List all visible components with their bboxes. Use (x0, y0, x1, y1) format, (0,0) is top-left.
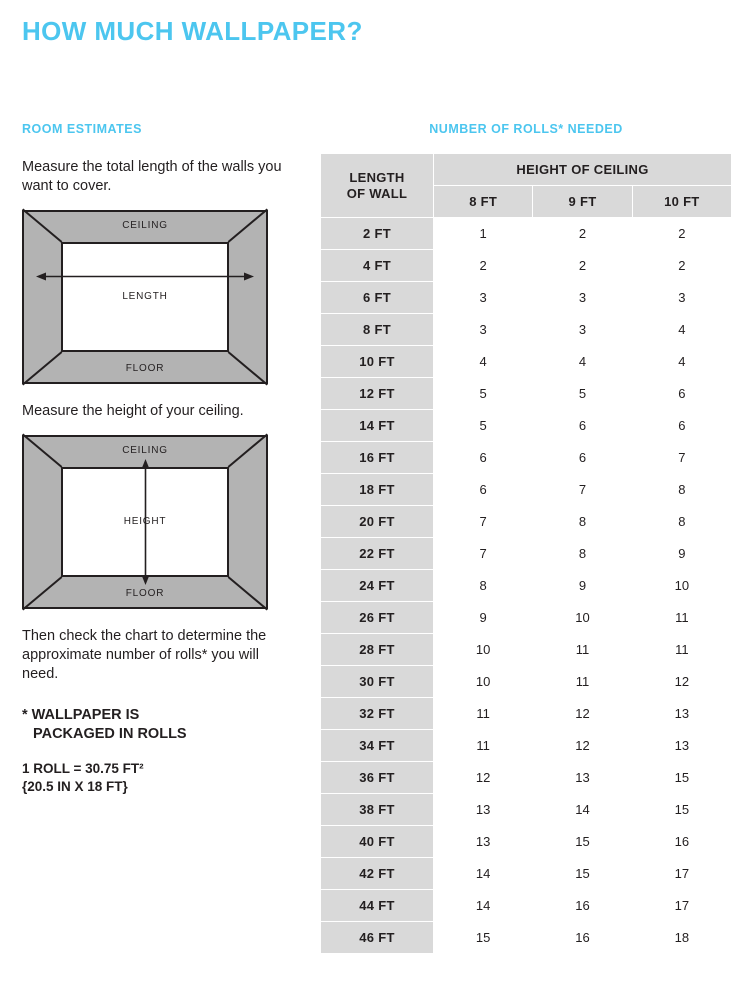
rolls-cell-10ft: 12 (632, 666, 731, 698)
rolls-cell-8ft: 8 (434, 570, 533, 602)
rolls-cell-10ft: 16 (632, 826, 731, 858)
rolls-cell-8ft: 7 (434, 538, 533, 570)
row-header-length: 14 FT (321, 410, 434, 442)
rolls-cell-9ft: 2 (533, 250, 632, 282)
rolls-cell-8ft: 4 (434, 346, 533, 378)
table-row (321, 282, 732, 314)
rolls-cell-9ft: 13 (533, 762, 632, 794)
rolls-cell-9ft: 3 (533, 282, 632, 314)
row-header-length: 2 FT (321, 218, 434, 250)
row-header-length: 22 FT (321, 538, 434, 570)
height-of-ceiling-header: HEIGHT OF CEILING (434, 154, 732, 186)
rolls-cell-10ft: 11 (632, 634, 731, 666)
rolls-cell-10ft: 4 (632, 314, 731, 346)
table-row (321, 410, 732, 442)
rolls-cell-9ft: 15 (533, 858, 632, 890)
rolls-cell-8ft: 9 (434, 602, 533, 634)
row-header-length: 24 FT (321, 570, 434, 602)
rolls-cell-9ft: 5 (533, 378, 632, 410)
table-row (321, 858, 732, 890)
row-header-length: 32 FT (321, 698, 434, 730)
step-1-text: Measure the total length of the walls you want to cover. (22, 159, 282, 194)
rolls-cell-8ft: 15 (434, 922, 533, 954)
rolls-cell-9ft: 16 (533, 922, 632, 954)
roll-dimensions-text: {20.5 IN X 18 FT} (22, 779, 128, 794)
room-estimates-heading: ROOM ESTIMATES (22, 122, 142, 136)
rolls-cell-8ft: 10 (434, 666, 533, 698)
row-header-length: 40 FT (321, 826, 434, 858)
rolls-cell-9ft: 8 (533, 506, 632, 538)
table-row (321, 794, 732, 826)
rolls-cell-10ft: 17 (632, 890, 731, 922)
table-row (321, 922, 732, 954)
row-header-length: 38 FT (321, 794, 434, 826)
floor-label: FLOOR (125, 588, 165, 599)
rolls-cell-10ft: 18 (632, 922, 731, 954)
table-row (321, 346, 732, 378)
table-row (321, 666, 732, 698)
rolls-cell-9ft: 15 (533, 826, 632, 858)
rolls-cell-8ft: 6 (434, 474, 533, 506)
rolls-cell-10ft: 15 (632, 762, 731, 794)
table-row (321, 442, 732, 474)
table-row (321, 506, 732, 538)
rolls-cell-10ft: 15 (632, 794, 731, 826)
rolls-cell-8ft: 13 (434, 826, 533, 858)
column-header-10ft: 10 FT (632, 186, 731, 218)
row-header-length: 36 FT (321, 762, 434, 794)
step-3-text: Then check the chart to determine the approximate number of rolls* you will need. (22, 628, 267, 682)
rolls-cell-10ft: 9 (632, 538, 731, 570)
column-header-9ft: 9 FT (533, 186, 632, 218)
row-header-length: 18 FT (321, 474, 434, 506)
rolls-cell-9ft: 10 (533, 602, 632, 634)
table-header-row-1 (321, 154, 732, 186)
rolls-cell-10ft: 10 (632, 570, 731, 602)
row-header-length: 4 FT (321, 250, 434, 282)
rolls-cell-8ft: 3 (434, 314, 533, 346)
table-row (321, 730, 732, 762)
row-header-length: 16 FT (321, 442, 434, 474)
roll-area-text: 1 ROLL = 30.75 FT² (22, 761, 144, 776)
ceiling-label: CEILING (122, 445, 168, 456)
ceiling-label: CEILING (122, 220, 168, 231)
rolls-cell-8ft: 10 (434, 634, 533, 666)
table-row (321, 538, 732, 570)
rolls-cell-8ft: 2 (434, 250, 533, 282)
rolls-cell-9ft: 12 (533, 730, 632, 762)
rolls-cell-9ft: 9 (533, 570, 632, 602)
rolls-cell-8ft: 14 (434, 858, 533, 890)
row-header-length: 28 FT (321, 634, 434, 666)
rolls-cell-8ft: 5 (434, 378, 533, 410)
footnote-title (22, 706, 290, 744)
row-header-length: 20 FT (321, 506, 434, 538)
rolls-cell-8ft: 13 (434, 794, 533, 826)
column-header-8ft: 8 FT (434, 186, 533, 218)
rolls-cell-9ft: 6 (533, 410, 632, 442)
rolls-cell-8ft: 14 (434, 890, 533, 922)
row-header-length: 12 FT (321, 378, 434, 410)
row-header-length: 44 FT (321, 890, 434, 922)
table-row (321, 826, 732, 858)
rolls-cell-9ft: 14 (533, 794, 632, 826)
row-header-length: 46 FT (321, 922, 434, 954)
table-row (321, 250, 732, 282)
rolls-table-section (320, 122, 732, 954)
rolls-cell-8ft: 5 (434, 410, 533, 442)
table-row (321, 474, 732, 506)
table-row (321, 890, 732, 922)
rolls-cell-9ft: 2 (533, 218, 632, 250)
rolls-cell-9ft: 6 (533, 442, 632, 474)
length-arrow-icon (36, 272, 254, 281)
rolls-cell-10ft: 8 (632, 474, 731, 506)
table-row (321, 762, 732, 794)
rolls-cell-8ft: 6 (434, 442, 533, 474)
table-row (321, 378, 732, 410)
row-header-length: 6 FT (321, 282, 434, 314)
room-estimates-section (22, 122, 290, 796)
rolls-cell-8ft: 11 (434, 730, 533, 762)
rolls-cell-10ft: 13 (632, 698, 731, 730)
height-label: HEIGHT (123, 516, 167, 527)
rolls-table-heading: NUMBER OF ROLLS* NEEDED (429, 122, 623, 136)
rolls-cell-8ft: 1 (434, 218, 533, 250)
row-header-length: 30 FT (321, 666, 434, 698)
length-of-wall-header (321, 154, 434, 218)
footnote-line-2: PACKAGED IN ROLLS (33, 726, 187, 742)
rolls-cell-10ft: 3 (632, 282, 731, 314)
rolls-cell-10ft: 2 (632, 218, 731, 250)
page-title: HOW MUCH WALLPAPER? (22, 16, 363, 46)
rolls-cell-10ft: 13 (632, 730, 731, 762)
table-row (321, 314, 732, 346)
footnote-line-1: * WALLPAPER IS (22, 707, 140, 723)
rolls-cell-10ft: 17 (632, 858, 731, 890)
rolls-cell-9ft: 8 (533, 538, 632, 570)
room-diagram-height (22, 435, 268, 609)
table-row (321, 634, 732, 666)
rolls-cell-10ft: 8 (632, 506, 731, 538)
rolls-cell-9ft: 3 (533, 314, 632, 346)
room-diagram-length (22, 210, 268, 384)
roll-size-note (22, 760, 290, 796)
row-header-length: 34 FT (321, 730, 434, 762)
row-header-length: 26 FT (321, 602, 434, 634)
rolls-cell-9ft: 11 (533, 634, 632, 666)
row-header-length: 10 FT (321, 346, 434, 378)
rolls-needed-table (320, 153, 732, 954)
table-row (321, 218, 732, 250)
row-header-length: 42 FT (321, 858, 434, 890)
rolls-cell-9ft: 16 (533, 890, 632, 922)
rolls-cell-8ft: 12 (434, 762, 533, 794)
rolls-cell-10ft: 6 (632, 410, 731, 442)
rolls-cell-9ft: 11 (533, 666, 632, 698)
rolls-cell-8ft: 11 (434, 698, 533, 730)
table-row (321, 698, 732, 730)
step-2-text: Measure the height of your ceiling. (22, 403, 244, 419)
rolls-cell-9ft: 7 (533, 474, 632, 506)
rolls-cell-10ft: 2 (632, 250, 731, 282)
row-header-length: 8 FT (321, 314, 434, 346)
length-label: LENGTH (122, 291, 168, 302)
table-head (321, 154, 732, 218)
table-row (321, 570, 732, 602)
rolls-cell-9ft: 4 (533, 346, 632, 378)
rolls-cell-10ft: 4 (632, 346, 731, 378)
floor-label: FLOOR (125, 363, 165, 374)
rolls-cell-10ft: 11 (632, 602, 731, 634)
rolls-cell-9ft: 12 (533, 698, 632, 730)
rolls-cell-10ft: 6 (632, 378, 731, 410)
rolls-cell-8ft: 3 (434, 282, 533, 314)
length-of-wall-line-2: OF WALL (346, 185, 408, 201)
table-body (321, 218, 732, 954)
length-of-wall-line-1: LENGTH (349, 169, 405, 185)
rolls-cell-10ft: 7 (632, 442, 731, 474)
rolls-cell-8ft: 7 (434, 506, 533, 538)
table-row (321, 602, 732, 634)
